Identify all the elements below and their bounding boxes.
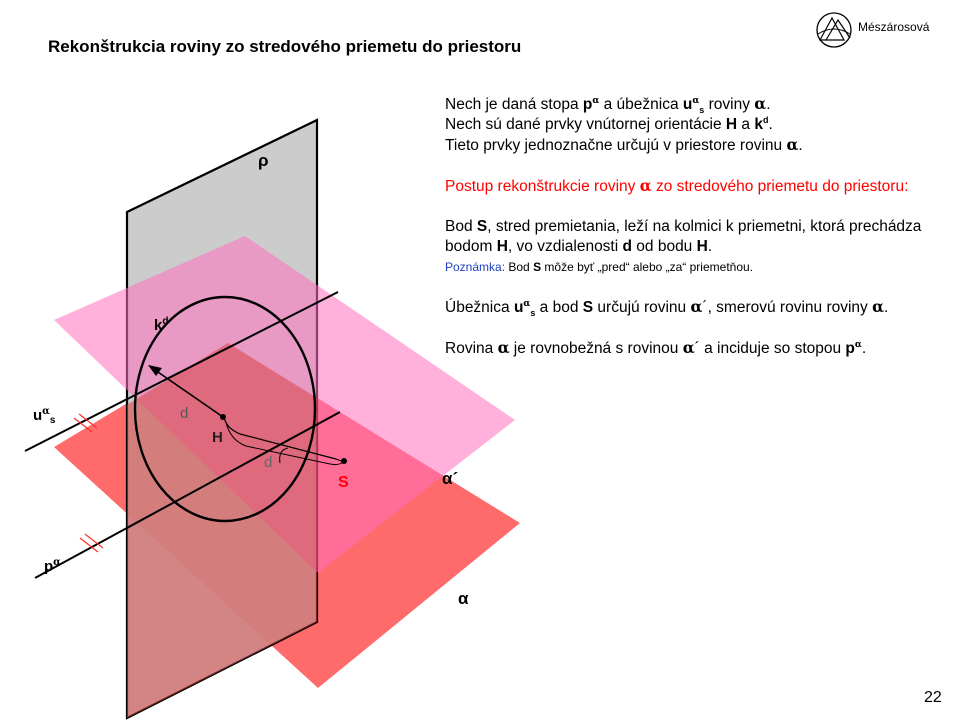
point-h [220,414,226,420]
point-s [341,458,347,464]
vanishing-line-paragraph: Úbežnica $u^\alpha_s$ a bod S určujú rovinu α´, smerovú rovinu roviny α. [445,297,889,319]
label-u: $u^\alpha_s$ [33,406,56,426]
point-s-paragraph: Bod S, stred premietania, leží na kolmici k priemetni, ktorá prechádza bodom H, vo vzdialenosti d od bodu H. [445,218,922,255]
author-name: Mészárosová [858,20,930,34]
plane-alpha-over-rho [127,343,317,718]
procedure-heading: Postup rekonštrukcie roviny α zo stredového priemetu do priestoru: [445,176,909,195]
label-alpha-prime: α´ [442,469,459,488]
given-trace-line: Nech je daná stopa $p^\alpha$ a úbežnica $u^\alpha_s$ roviny α. [445,94,771,116]
label-d-upper: d [180,405,189,422]
label-p: $p^\alpha$ [44,557,61,575]
author-logo-icon [814,10,854,50]
label-S: S [338,474,349,491]
label-H: H [212,429,223,446]
slide-title: Rekonštrukcia roviny zo stredového priemetu do priestoru [48,37,522,56]
given-orientation-line: Nech sú dané prvky vnútornej orientácie H a $k^d$. [445,114,773,133]
determine-plane-line: Tieto prvky jednoznačne určujú v priestore rovinu α. [445,135,803,154]
label-k: $k^d$ [154,316,169,334]
parallel-plane-paragraph: Rovina α je rovnobežná s rovinou α´ a inciduje so stopou $p^\alpha$. [445,338,867,357]
reconstruction-diagram [0,0,469,720]
label-rho: ρ [258,151,269,170]
note-line: Poznámka: Bod S môže byť „pred“ alebo „za“ priemetňou. [445,260,754,274]
label-alpha: α [458,589,469,608]
explanation-text [445,94,950,359]
label-d-lower: d [264,454,273,471]
slide-number: 22 [924,689,942,706]
